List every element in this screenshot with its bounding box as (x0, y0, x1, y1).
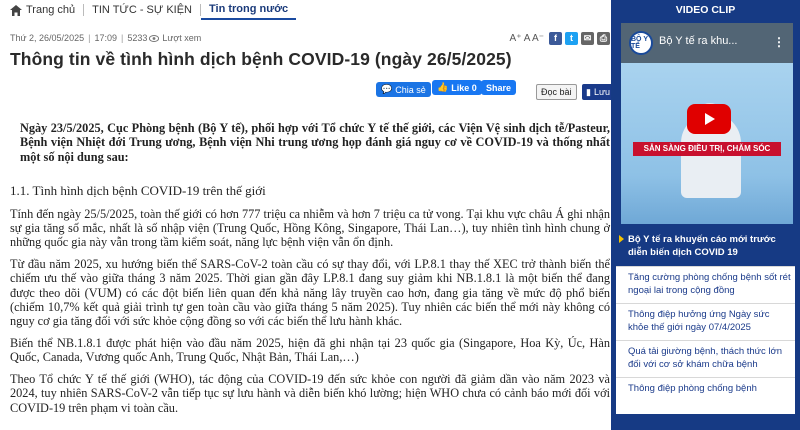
zalo-share-button[interactable]: 💬 Chia sẻ (376, 82, 431, 97)
play-icon (702, 112, 716, 126)
video-header (621, 23, 793, 63)
home-icon (10, 5, 22, 16)
news-item[interactable]: Thông điệp hưởng ứng Ngày sức khỏe thế giới ngày 07/4/2025 (616, 303, 795, 340)
breadcrumb (0, 0, 611, 20)
facebook-icon[interactable]: f (549, 32, 562, 45)
eye-icon (149, 35, 159, 42)
breadcrumb-current[interactable]: Tin trong nước (201, 0, 296, 20)
email-icon[interactable]: ✉ (581, 32, 594, 45)
article-paragraph: Tính đến ngày 25/5/2025, toàn thế giới có hơn 777 triệu ca nhiễm và hơn 7 triệu ca tử vong. Tại khu vực châu Á ghi nhận sự gia tăng số mắc, nhất là số nhập viện (Trung Quốc, Hồng Kông, Singapore, Thái Lan…), tuy nhiên tình hình chung ở những quốc gia này vẫn trong tầm kiểm soát, năng lực bệnh viện vẫn ổn định. (10, 206, 610, 250)
facebook-share-button[interactable]: Share (481, 80, 516, 95)
section-heading: 1.1. Tình hình dịch bệnh COVID-19 trên thế giới (10, 183, 266, 199)
article-paragraph: Từ đầu năm 2025, xu hướng biến thể SARS-CoV-2 toàn cầu có sự thay đổi, với LP.8.1 thay thế XEC trở thành biến thể chiếm ưu thế vào giữa tháng 3 năm 2025. Thời gian gần đây LP.8.1 đang suy giảm khi NB.1.8.1 là một biến thể đang được theo dõi (VUM) có các đột biến liên quan đến khả năng lây truyền cao hơn, đang gia tăng về mức độ phổ biến (chiếm 10,7% kết quả giải trình tự gen toàn cầu vào giữa tháng 5 năm 2025). Tuy nhiên các biến thể mới này không có nguy cơ gia tăng đối với sức khỏe cộng đồng so với các biến thể lưu hành khác. (10, 256, 610, 329)
article-time: 17:09 (94, 33, 117, 43)
bookmark-icon: ▮ (586, 86, 591, 97)
arrow-right-icon (619, 235, 624, 243)
share-bar (0, 80, 611, 98)
page-title: Thông tin về tình hình dịch bệnh COVID-19 (ngày 26/5/2025) (10, 49, 512, 69)
news-item[interactable]: Tăng cường phòng chống bệnh sốt rét ngoại lai trong cộng đồng (616, 266, 795, 303)
article-tools (510, 32, 610, 45)
article-content (10, 121, 610, 422)
news-item[interactable]: Quá tải giường bệnh, thách thức lớn đối với cơ sở khám chữa bệnh (616, 340, 795, 377)
sidebar (611, 0, 800, 430)
video-title: Bộ Y tế ra khu... (659, 35, 738, 47)
views-label: Lượt xem (162, 33, 202, 43)
video-player[interactable] (621, 23, 793, 224)
play-button[interactable] (687, 104, 731, 134)
article-summary: Ngày 23/5/2025, Cục Phòng bệnh (Bộ Y tế), phối hợp với Tổ chức Y tế thế giới, các Viện Vệ sinh dịch tễ/Pasteur, Bệnh viện Nhiệt đới Trung ương, Bệnh viện Nhi trung ương họp đánh giá nguy cơ về COVID-19 và thống nhất một số nội dung sau: (20, 121, 610, 164)
chat-icon: 💬 (381, 84, 393, 94)
related-news-list (611, 229, 800, 414)
article-date: Thứ 2, 26/05/2025 (10, 33, 85, 43)
twitter-icon[interactable]: t (565, 32, 578, 45)
breadcrumb-category[interactable]: TIN TỨC - SỰ KIỆN (92, 4, 192, 16)
breadcrumb-home-label: Trang chủ (26, 4, 76, 16)
more-options-icon[interactable]: ⋮ (773, 35, 785, 49)
news-item[interactable]: Thông điệp phòng chống bệnh (616, 377, 795, 414)
breadcrumb-home[interactable] (0, 0, 83, 20)
font-size-controls[interactable]: A⁺ A A⁻ (509, 32, 544, 44)
article-meta: Thứ 2, 26/05/2025 | 17:09 | 5233 Lượt xem A⁺ A A⁻ f t ✉ ⎙ (10, 30, 610, 46)
news-item[interactable]: Bộ Y tế ra khuyến cáo mới trước diễn biến dịch COVID 19 (616, 229, 795, 266)
sidebar-title: VIDEO CLIP (675, 4, 736, 16)
save-article-button[interactable]: ▮ Lưu (582, 84, 614, 100)
video-banner: SẴN SÀNG ĐIỀU TRỊ, CHĂM SÓC (633, 142, 781, 156)
thumbs-up-icon: 👍 (437, 82, 449, 92)
article-paragraph: Biến thể NB.1.8.1 được phát hiện vào đầu năm 2025, hiện đã ghi nhận tại 23 quốc gia (Singapore, Hoa Kỳ, Úc, Hàn Quốc, Canada, Vương quốc Anh, Trung Quốc, Nhật Bản, Thái Lan,…) (10, 335, 610, 365)
article-paragraph: Theo Tổ chức Y tế thế giới (WHO), tác động của COVID-19 đến sức khỏe con người đã giảm dần vào năm 2023 và 2024, tuy nhiên SARS-CoV-2 vẫn tiếp tục sự lưu hành và diễn biến khó lường; hiện WHO chưa có cảnh báo mới đối với COVID-19 trên phạm vi toàn cầu. (10, 371, 610, 415)
ministry-logo: BỘ Y TẾ (629, 31, 653, 55)
print-icon[interactable]: ⎙ (597, 32, 610, 45)
article-views: 5233 (127, 33, 148, 43)
read-article-button[interactable]: Đọc bài (536, 84, 577, 100)
facebook-like-button[interactable]: 👍 Like 0 (432, 80, 482, 95)
